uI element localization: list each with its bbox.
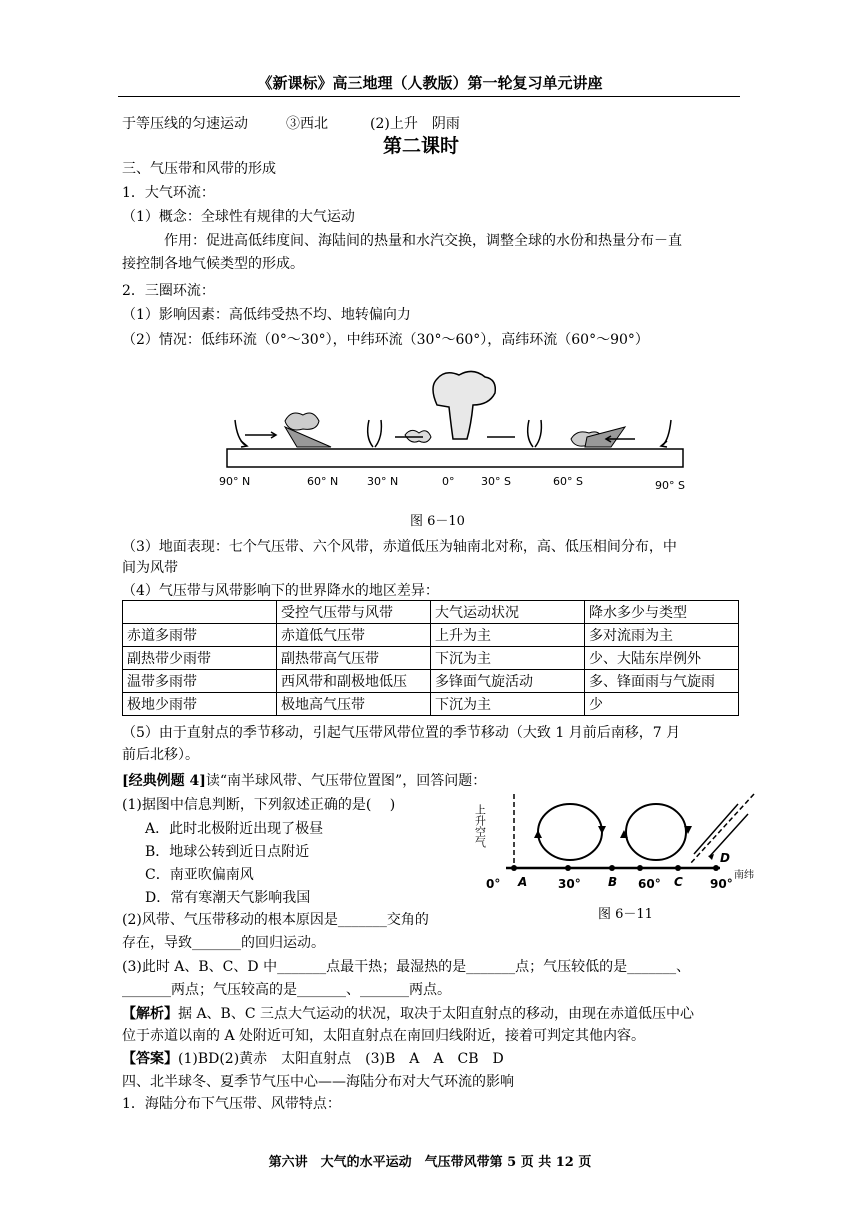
answer-text: (1)BD(2)黄赤 太阳直射点 (3)B A A CB D xyxy=(178,1051,504,1067)
table-cell: 赤道低气压带 xyxy=(277,624,431,647)
axis-label-90: 90° xyxy=(710,877,733,891)
answer-line xyxy=(122,1048,504,1068)
section-title: 第二课时 xyxy=(383,135,460,157)
table-cell: 温带多雨带 xyxy=(123,670,277,693)
analysis-line-a xyxy=(122,1003,694,1023)
figure-6-11 xyxy=(470,790,790,900)
text-continuation-a: 于等压线的匀速运动 xyxy=(122,116,248,132)
table-row xyxy=(123,693,739,716)
table-header-row xyxy=(123,601,739,624)
heading-4: 四、北半球冬、夏季节气压中心——海陆分布对大气环流的影响 xyxy=(122,1074,514,1090)
text-seasonal-b: 前后北移）。 xyxy=(122,747,199,763)
text-effect-a: 作用：促进高低纬度间、海陆间的热量和水汽交换，调整全球的水份和热量分布－直 xyxy=(164,233,682,249)
table-cell: 少 xyxy=(585,693,739,716)
cell-mid-latitude xyxy=(626,804,686,860)
question-2a: (2)风带、气压带移动的根本原因是_______交角的 xyxy=(122,912,429,928)
text-table-intro: （4）气压带与风带影响下的世界降水的地区差异： xyxy=(122,583,439,599)
question-3a: (3)此时 A、B、C、D 中_______点最干热；最湿热的是_______点；气压较低的是_______、 xyxy=(122,959,691,975)
axis-label-30: 30° xyxy=(558,877,581,891)
question-2b: 存在，导致_______的回归运动。 xyxy=(122,935,325,951)
heading-3: 三、气压带和风带的形成 xyxy=(122,161,276,177)
south-latitude-label: 南纬 xyxy=(734,870,754,881)
text-surface-a: （3）地面表现：七个气压带、六个风带，赤道低压为轴南北对称，高、低压相间分布，中 xyxy=(122,539,677,555)
text-seasonal-a: （5）由于直射点的季节移动，引起气压带风带位置的季节移动（大致 1 月前后南移，7 月 xyxy=(122,725,681,741)
page-header: 《新课标》高三地理（人教版）第一轮复习单元讲座 xyxy=(257,74,603,92)
table-row xyxy=(123,624,739,647)
option-c: C．南亚吹偏南风 xyxy=(145,867,254,883)
rising-air-label: 上升空气 xyxy=(473,804,487,848)
table-header-cell: 降水多少与类型 xyxy=(585,601,739,624)
table-cell: 下沉为主 xyxy=(431,647,585,670)
table-header-cell xyxy=(123,601,277,624)
analysis-text: 据 A、B、C 三点大气运动的状况，取决于太阳直射点的移动，由现在赤道低压中心 xyxy=(178,1006,695,1022)
cloud-left xyxy=(285,413,319,430)
lat-label-60s: 60° S xyxy=(553,475,583,488)
lat-label-0: 0° xyxy=(442,475,455,488)
lat-label-90s: 90° S xyxy=(655,479,685,492)
heading-3-1: 1．大气环流： xyxy=(122,185,215,201)
figure-6-10-caption: 图 6－10 xyxy=(410,514,465,529)
axis-label-0: 0° xyxy=(486,877,501,891)
table-cell: 少、大陆东岸例外 xyxy=(585,647,739,670)
table-cell: 多对流雨为主 xyxy=(585,624,739,647)
lat-label-30n: 30° N xyxy=(367,475,399,488)
example-label: [经典例题 4] xyxy=(122,773,206,789)
front-left xyxy=(285,427,331,447)
table-cell: 副热带少雨带 xyxy=(123,647,277,670)
text-continuation-c: (2)上升 阴雨 xyxy=(370,116,460,132)
lat-label-60n: 60° N xyxy=(307,475,339,488)
table-header-cell: 受控气压带与风带 xyxy=(277,601,431,624)
heading-3-2: 2．三圈环流： xyxy=(122,283,215,299)
table-cell: 赤道多雨带 xyxy=(123,624,277,647)
header-rule xyxy=(118,96,740,97)
table-cell: 极地少雨带 xyxy=(123,693,277,716)
table-row xyxy=(123,670,739,693)
figure-6-10 xyxy=(215,365,695,500)
figure-6-11-caption: 图 6－11 xyxy=(598,907,653,922)
analysis-line-b: 位于赤道以南的 A 处附近可知，太阳直射点在南回归线附近，接着可判定其他内容。 xyxy=(122,1028,646,1044)
text-factors: （1）影响因素：高低纬受热不均、地转偏向力 xyxy=(122,307,411,323)
table-cell: 多、锋面雨与气旋雨 xyxy=(585,670,739,693)
ground-bar xyxy=(227,449,683,467)
option-a: A．此时北极附近出现了极昼 xyxy=(145,821,324,837)
cell-arrowheads xyxy=(534,826,692,838)
cell-low-latitude xyxy=(538,804,602,860)
heading-4-1: 1．海陆分布下气压带、风带特点： xyxy=(122,1096,341,1112)
text-effect-b: 接控制各地气候类型的形成。 xyxy=(122,256,304,272)
cloud-tower xyxy=(433,371,495,439)
table-cell: 上升为主 xyxy=(431,624,585,647)
analysis-label: 【解析】 xyxy=(122,1006,178,1022)
table-cell: 下沉为主 xyxy=(431,693,585,716)
answer-label: 【答案】 xyxy=(122,1051,178,1067)
text-circulation: （2）情况：低纬环流（0°～30°），中纬环流（30°～60°），高纬环流（60°～90°） xyxy=(122,332,649,348)
text-surface-b: 间为风带 xyxy=(122,560,178,576)
option-b: B．地球公转到近日点附近 xyxy=(145,844,310,860)
lat-label-90n: 90° N xyxy=(219,475,251,488)
example-heading xyxy=(122,770,486,790)
table-cell: 副热带高气压带 xyxy=(277,647,431,670)
text-concept: （1）概念：全球性有规律的大气运动 xyxy=(122,209,355,225)
table-header-cell: 大气运动状况 xyxy=(431,601,585,624)
table-cell: 西风带和副极地低压 xyxy=(277,670,431,693)
solid-descent-1 xyxy=(694,804,738,854)
front-right xyxy=(585,427,625,447)
axis-label-b: B xyxy=(608,875,618,889)
question-1: (1)据图中信息判断，下列叙述正确的是( ) xyxy=(122,797,396,813)
example-text: 读“南半球风带、气压带位置图”，回答问题： xyxy=(205,773,487,789)
table-cell: 多锋面气旋活动 xyxy=(431,670,585,693)
table-row xyxy=(123,647,739,670)
option-d: D．常有寒潮天气影响我国 xyxy=(145,890,311,906)
axis-label-c: C xyxy=(674,875,683,889)
axis-label-60: 60° xyxy=(638,877,661,891)
question-3b: _______两点；气压较高的是_______、_______两点。 xyxy=(122,982,451,998)
point-d-label: D xyxy=(720,851,730,865)
axis-label-a: A xyxy=(518,875,528,889)
text-continuation-b: ③西北 xyxy=(286,116,328,132)
table-cell: 极地高气压带 xyxy=(277,693,431,716)
precipitation-table xyxy=(122,600,739,716)
lat-label-30s: 30° S xyxy=(481,475,511,488)
page-footer: 第六讲 大气的水平运动 气压带风带第 5 页 共 12 页 xyxy=(268,1155,592,1170)
